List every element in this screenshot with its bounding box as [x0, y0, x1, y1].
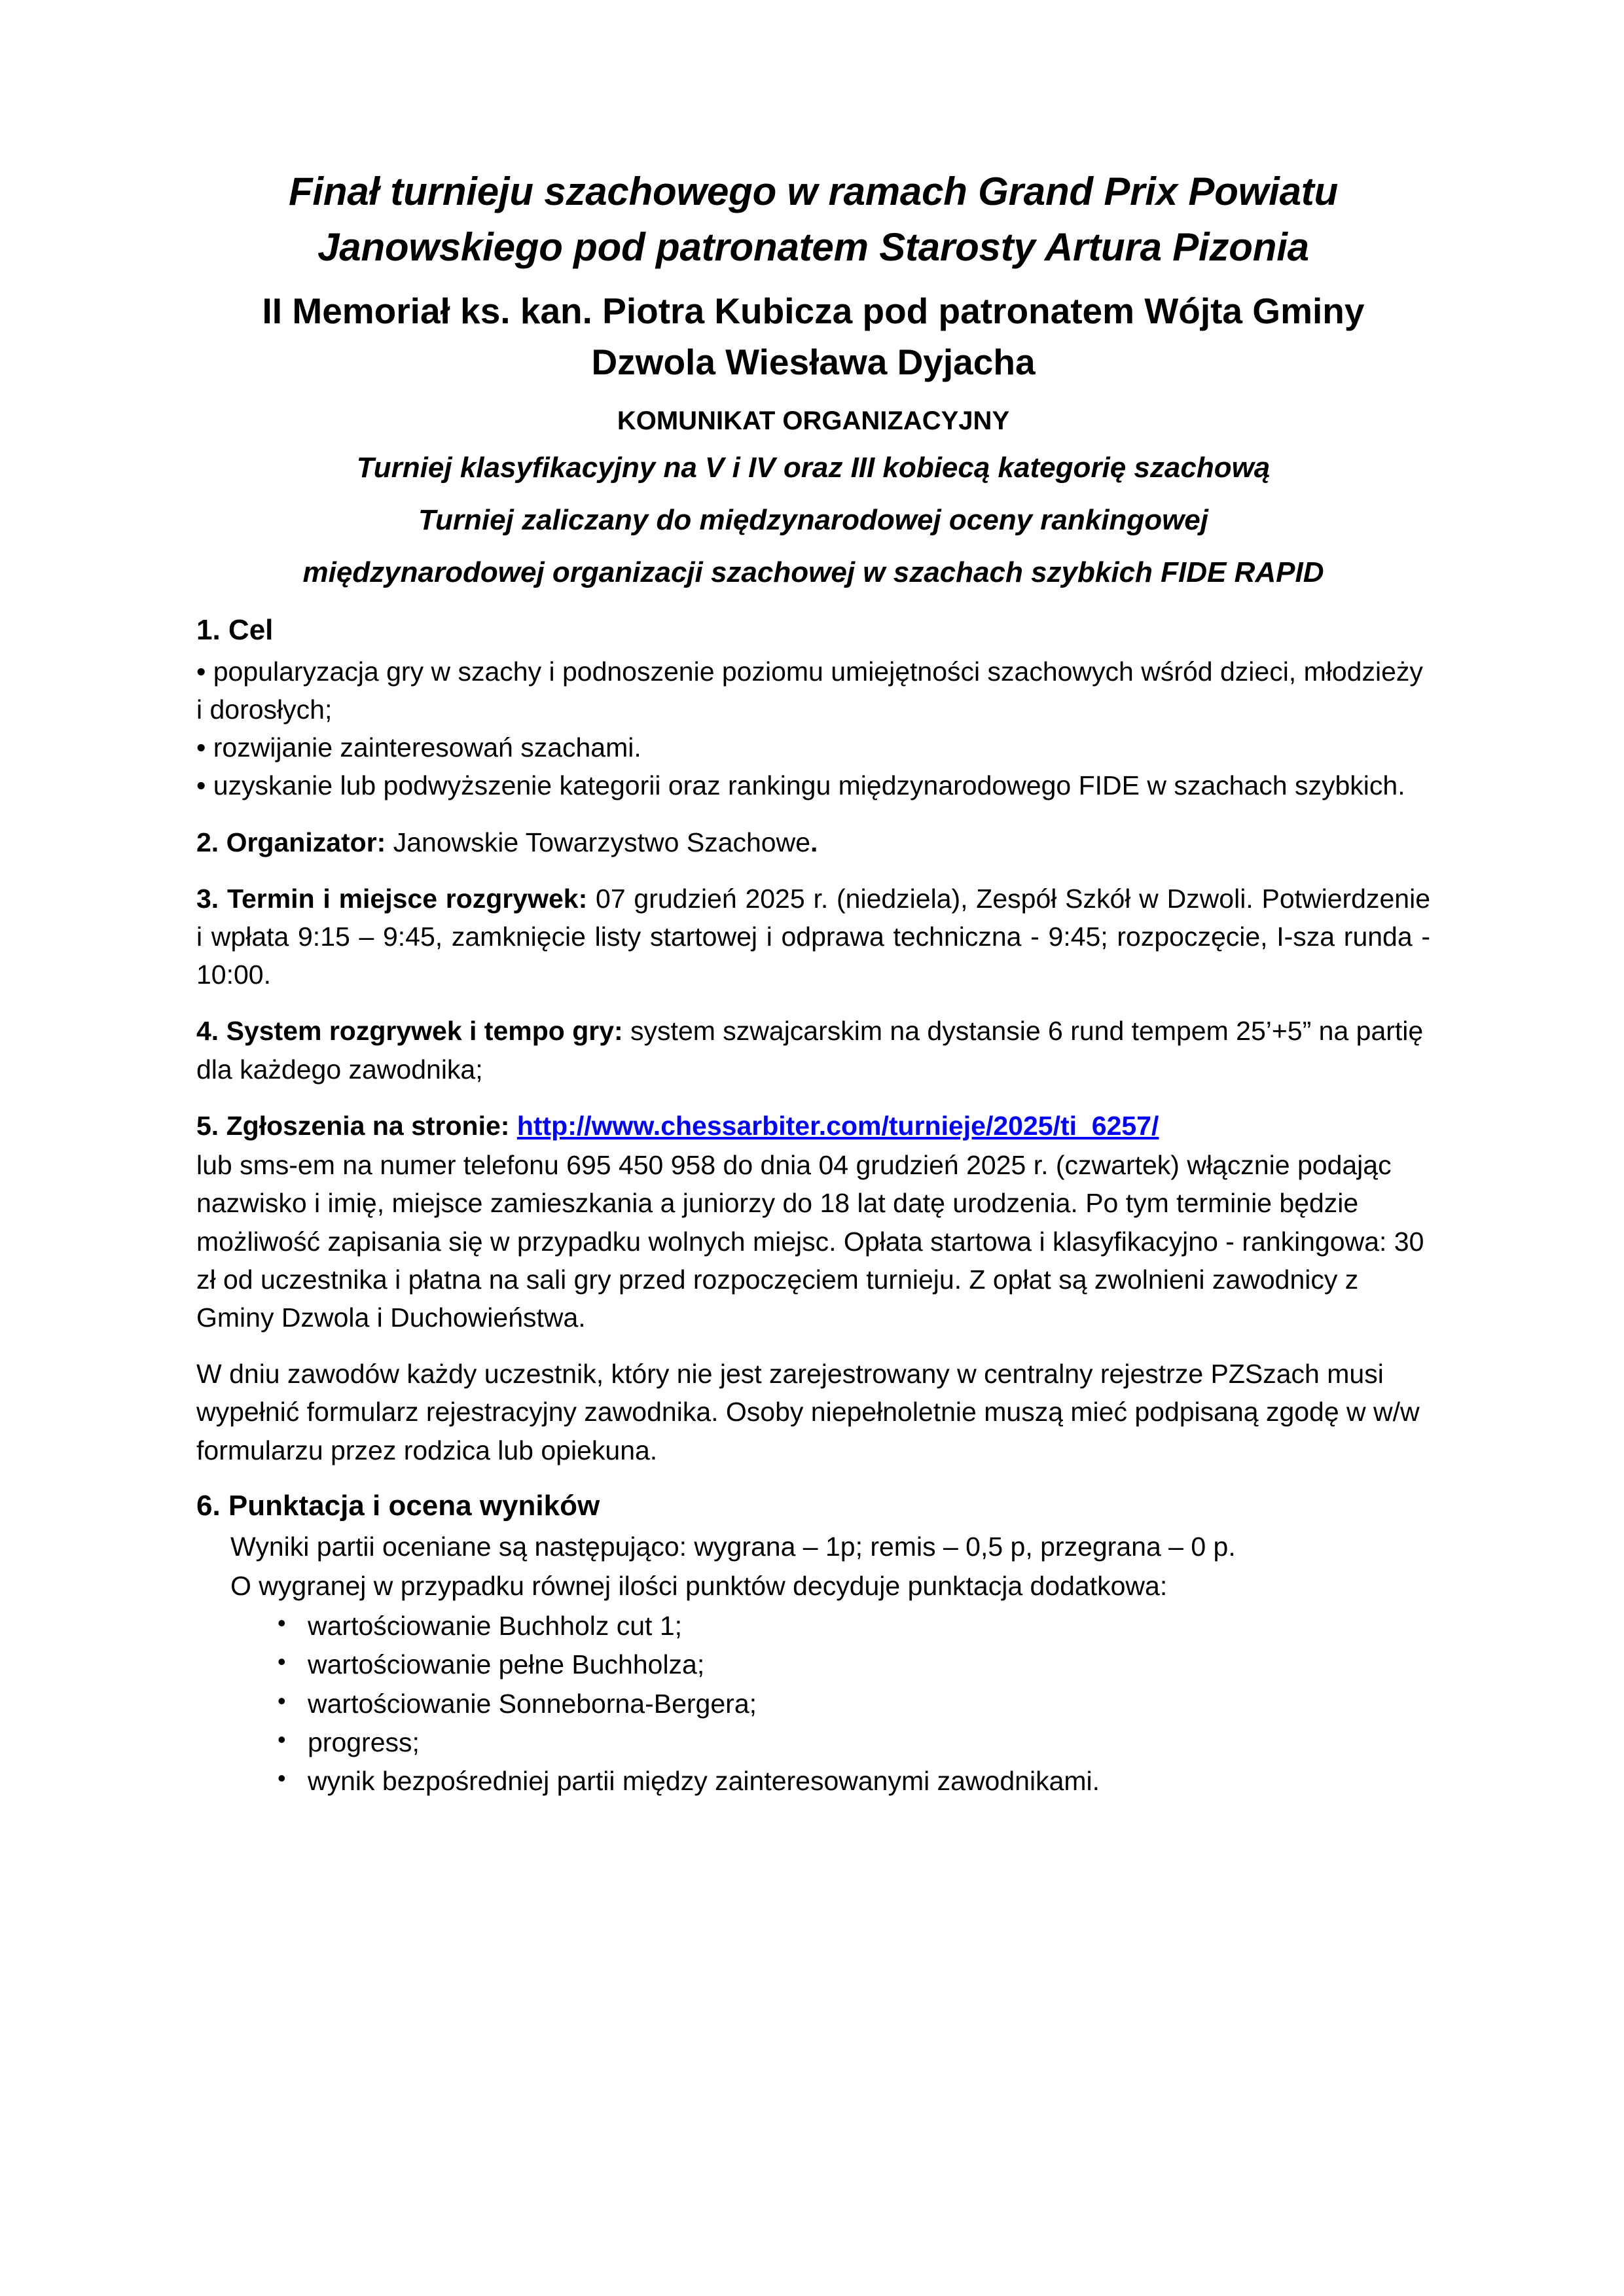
page-title	[196, 164, 1430, 275]
section-2-period: .	[810, 827, 818, 857]
section-3-label: 3. Termin i miejsce rozgrywek:	[196, 883, 588, 914]
section-4-paragraph	[196, 1012, 1430, 1088]
list-item: • popularyzacja gry w szachy i podnoszenie poziomu umiejętności szachowych wśród dzieci, młodzieży i dorosłych;	[196, 656, 1423, 725]
section-2-label: 2. Organizator:	[196, 827, 386, 857]
page-subtitle-line-2: Dzwola Wiesława Dyjacha	[591, 342, 1036, 383]
page-subtitle-line-1: II Memoriał ks. kan. Piotra Kubicza pod patronatem Wójta Gminy	[262, 291, 1365, 332]
list-item: • wartościowanie Sonneborna-Bergera;	[278, 1685, 1430, 1723]
section-4-label: 4. System rozgrywek i tempo gry:	[196, 1016, 623, 1047]
list-item: • uzyskanie lub podwyższenie kategorii oraz rankingu międzynarodowego FIDE w szachach szybkich.	[196, 770, 1405, 801]
list-item: • wynik bezpośredniej partii między zainteresowanymi zawodnikami.	[278, 1762, 1430, 1801]
section-6-scoring-line: Wyniki partii oceniane są następująco: wygrana – 1p; remis – 0,5 p, przegrana – 0 p.	[230, 1532, 1236, 1562]
section-4-text: system szwajcarskim na dystansie 6 rund tempem 25’+5” na partię dla każdego zawodnika;	[196, 1016, 1424, 1085]
section-1-heading: 1. Cel	[196, 614, 274, 647]
section-3-paragraph	[196, 880, 1430, 994]
section-3-text: 07 grudzień 2025 r. (niedziela), Zespół Szkół w Dzwoli. Potwierdzenie i wpłata 9:15 – 9:45, zamknięcie listy startowej i odprawa techniczna - 9:45; rozpoczęcie, I-sza runda - 10:00.	[196, 883, 1431, 990]
section-6-tiebreak-list	[196, 1607, 1430, 1801]
section-5-paragraph-2: W dniu zawodów każdy uczestnik, który nie jest zarejestrowany w centralny rejestrze PZSzach musi wypełnić formularz rejestracyjny zawodnika. Osoby niepełnoletnie muszą mieć podpisaną zgodę w w/w formularzu przez rodzica lub opiekuna.	[196, 1359, 1420, 1465]
list-item: • rozwijanie zainteresowań szachami.	[196, 732, 641, 763]
section-6-tiebreak-intro: O wygranej w przypadku równej ilości punktów decyduje punktacja dodatkowa:	[230, 1571, 1168, 1602]
section-6-heading: 6. Punktacja i ocena wyników	[196, 1489, 600, 1522]
komunikat-heading: KOMUNIKAT ORGANIZACYJNY	[617, 406, 1010, 435]
section-5-paragraph-1: lub sms-em na numer telefonu 695 450 958 do dnia 04 grudzień 2025 r. (czwartek) włącznie podając nazwisko i imię, miejsce zamieszkania a juniorzy do 18 lat datę urodzenia. Po tym terminie będzie możliwość zapisania się w przypadku wolnych miejsc. Opłata startowa i klasyfikacyjno - rankingowa: 30 zł od uczestnika i płatna na sali gry przed rozpoczęciem turnieju. Z opłat są zwolnieni zawodnicy z Gminy Dzwola i Duchowieństwa.	[196, 1150, 1424, 1333]
tagline-classification: Turniej klasyfikacyjny na V i IV oraz III kobiecą kategorię szachową	[356, 451, 1271, 484]
registration-url-link[interactable]: http://www.chessarbiter.com/turnieje/2025/ti_6257/	[516, 1110, 1159, 1141]
section-2-text: Janowskie Towarzystwo Szachowe	[386, 827, 811, 857]
page-title-line-2: Janowskiego pod patronatem Starosty Artura Pizonia	[317, 225, 1309, 270]
page-subtitle	[196, 285, 1430, 387]
document-content	[196, 164, 1430, 1801]
list-item: • progress;	[278, 1723, 1430, 1762]
section-2-paragraph	[196, 823, 1430, 861]
list-item: • wartościowanie Buchholz cut 1;	[278, 1607, 1430, 1645]
tagline-fide-rapid: międzynarodowej organizacji szachowej w szachach szybkich FIDE RAPID	[302, 556, 1324, 589]
section-5-label: 5. Zgłoszenia na stronie:	[196, 1110, 517, 1141]
section-1-bullet-list	[196, 653, 1430, 805]
page-title-line-1: Finał turnieju szachowego w ramach Grand Prix Powiatu	[288, 170, 1339, 213]
section-5-registration-line	[196, 1107, 1430, 1145]
list-item: • wartościowanie pełne Buchholza;	[278, 1645, 1430, 1684]
tagline-rating: Turniej zaliczany do międzynarodowej oceny rankingowej	[418, 503, 1209, 536]
